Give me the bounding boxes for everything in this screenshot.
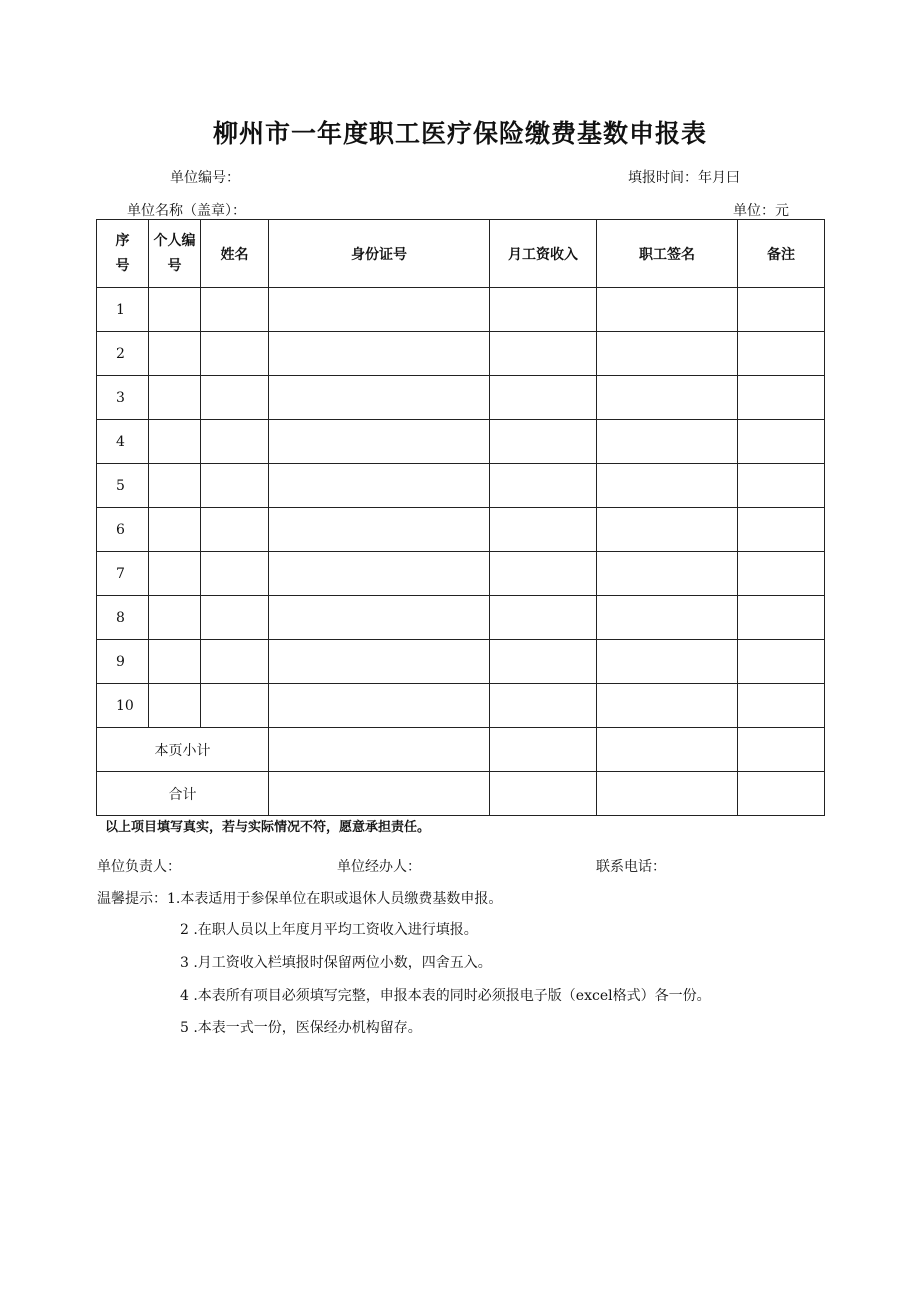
table-row (97, 508, 825, 552)
subtotal-signature-cell (597, 728, 738, 772)
table-row (97, 640, 825, 684)
salary-cell[interactable] (490, 596, 597, 640)
header-name: 姓名 (201, 220, 269, 288)
page-title: 柳州市一年度职工医疗保险缴费基数申报表 (212, 119, 707, 148)
header-seq (97, 220, 149, 288)
signature-cell[interactable] (597, 684, 738, 728)
header-monthly-salary: 月工资收入 (490, 220, 597, 288)
table-row (97, 332, 825, 376)
remarks-cell[interactable] (738, 420, 825, 464)
signature-cell[interactable] (597, 332, 738, 376)
unit-code-label: 单位编号： (170, 170, 240, 186)
total-signature-cell (597, 772, 738, 816)
row-number: 3 (97, 376, 149, 420)
name-cell[interactable] (201, 376, 269, 420)
table-row (97, 552, 825, 596)
total-label: 合计 (97, 772, 269, 816)
salary-cell[interactable] (490, 508, 597, 552)
name-cell[interactable] (201, 596, 269, 640)
remarks-cell[interactable] (738, 640, 825, 684)
id-number-cell[interactable] (269, 596, 490, 640)
signature-cell[interactable] (597, 420, 738, 464)
id-number-cell[interactable] (269, 376, 490, 420)
tip-2: 2 .在职人员以上年度月平均工资收入进行填报。 (180, 922, 478, 938)
table-row (97, 596, 825, 640)
remarks-cell[interactable] (738, 332, 825, 376)
header-personal-no (149, 220, 201, 288)
row-number: 2 (97, 332, 149, 376)
subtotal-label: 本页小计 (97, 728, 269, 772)
table-row (97, 376, 825, 420)
unit-name-label: 单位名称（盖章）： (127, 203, 246, 219)
row-number: 1 (97, 288, 149, 332)
declaration-table (96, 219, 825, 816)
personal-no-cell[interactable] (149, 552, 201, 596)
header-signature: 职工签名 (597, 220, 738, 288)
table-row (97, 288, 825, 332)
signature-cell[interactable] (597, 288, 738, 332)
signature-cell[interactable] (597, 376, 738, 420)
name-cell[interactable] (201, 420, 269, 464)
salary-cell[interactable] (490, 332, 597, 376)
name-cell[interactable] (201, 332, 269, 376)
name-cell[interactable] (201, 508, 269, 552)
phone-label: 联系电话： (596, 859, 666, 875)
id-number-cell[interactable] (269, 684, 490, 728)
signature-cell[interactable] (597, 508, 738, 552)
name-cell[interactable] (201, 288, 269, 332)
personal-no-cell[interactable] (149, 288, 201, 332)
salary-cell[interactable] (490, 684, 597, 728)
header-personal-no-line1: 个人编 (153, 232, 196, 249)
id-number-cell[interactable] (269, 508, 490, 552)
salary-cell[interactable] (490, 376, 597, 420)
personal-no-cell[interactable] (149, 596, 201, 640)
salary-cell[interactable] (490, 288, 597, 332)
row-number: 6 (97, 508, 149, 552)
signature-cell[interactable] (597, 464, 738, 508)
header-seq-line1: 序 (115, 232, 130, 249)
tip-5: 5 .本表一式一份，医保经办机构留存。 (180, 1020, 422, 1036)
personal-no-cell[interactable] (149, 420, 201, 464)
table-row (97, 420, 825, 464)
remarks-cell[interactable] (738, 508, 825, 552)
unit-head-label: 单位负责人： (97, 859, 181, 875)
name-cell[interactable] (201, 684, 269, 728)
id-number-cell[interactable] (269, 464, 490, 508)
signature-cell[interactable] (597, 552, 738, 596)
handler-label: 单位经办人： (337, 859, 421, 875)
subtotal-remarks-cell[interactable] (738, 728, 825, 772)
subtotal-id-cell (269, 728, 490, 772)
remarks-cell[interactable] (738, 552, 825, 596)
personal-no-cell[interactable] (149, 508, 201, 552)
personal-no-cell[interactable] (149, 464, 201, 508)
remarks-cell[interactable] (738, 288, 825, 332)
tip-4: 4 .本表所有项目必须填写完整，申报本表的同时必须报电子版（excel格式）各一份。 (180, 988, 711, 1004)
table-row (97, 684, 825, 728)
id-number-cell[interactable] (269, 552, 490, 596)
name-cell[interactable] (201, 640, 269, 684)
remarks-cell[interactable] (738, 464, 825, 508)
personal-no-cell[interactable] (149, 684, 201, 728)
signature-cell[interactable] (597, 596, 738, 640)
header-seq-line2: 号 (115, 257, 130, 274)
table-row (97, 464, 825, 508)
total-id-cell (269, 772, 490, 816)
tip-3: 3 .月工资收入栏填报时保留两位小数，四舍五入。 (180, 955, 492, 971)
id-number-cell[interactable] (269, 332, 490, 376)
row-number: 5 (97, 464, 149, 508)
row-number: 7 (97, 552, 149, 596)
salary-cell[interactable] (490, 552, 597, 596)
total-row (97, 772, 825, 816)
remarks-cell[interactable] (738, 684, 825, 728)
salary-cell[interactable] (490, 464, 597, 508)
header-remarks: 备注 (738, 220, 825, 288)
salary-cell[interactable] (490, 640, 597, 684)
personal-no-cell[interactable] (149, 376, 201, 420)
name-cell[interactable] (201, 552, 269, 596)
salary-cell[interactable] (490, 420, 597, 464)
declaration-statement: 以上项目填写真实，若与实际情况不符，愿意承担责任。 (105, 820, 431, 835)
total-salary-cell[interactable] (490, 772, 597, 816)
header-id-number: 身份证号 (269, 220, 490, 288)
row-number: 4 (97, 420, 149, 464)
subtotal-salary-cell[interactable] (490, 728, 597, 772)
remarks-cell[interactable] (738, 376, 825, 420)
fill-time-label: 填报时间：年月曰 (628, 170, 740, 186)
id-number-cell[interactable] (269, 640, 490, 684)
row-number: 9 (97, 640, 149, 684)
row-number: 10 (97, 684, 149, 728)
personal-no-cell[interactable] (149, 332, 201, 376)
total-remarks-cell[interactable] (738, 772, 825, 816)
table-header-row (97, 220, 825, 288)
tip-1: 温馨提示：1.本表适用于参保单位在职或退休人员缴费基数申报。 (97, 891, 503, 907)
id-number-cell[interactable] (269, 288, 490, 332)
currency-unit-label: 单位：元 (733, 203, 789, 219)
signature-cell[interactable] (597, 640, 738, 684)
personal-no-cell[interactable] (149, 640, 201, 684)
header-personal-no-line2: 号 (167, 257, 182, 274)
remarks-cell[interactable] (738, 596, 825, 640)
subtotal-row (97, 728, 825, 772)
name-cell[interactable] (201, 464, 269, 508)
id-number-cell[interactable] (269, 420, 490, 464)
row-number: 8 (97, 596, 149, 640)
